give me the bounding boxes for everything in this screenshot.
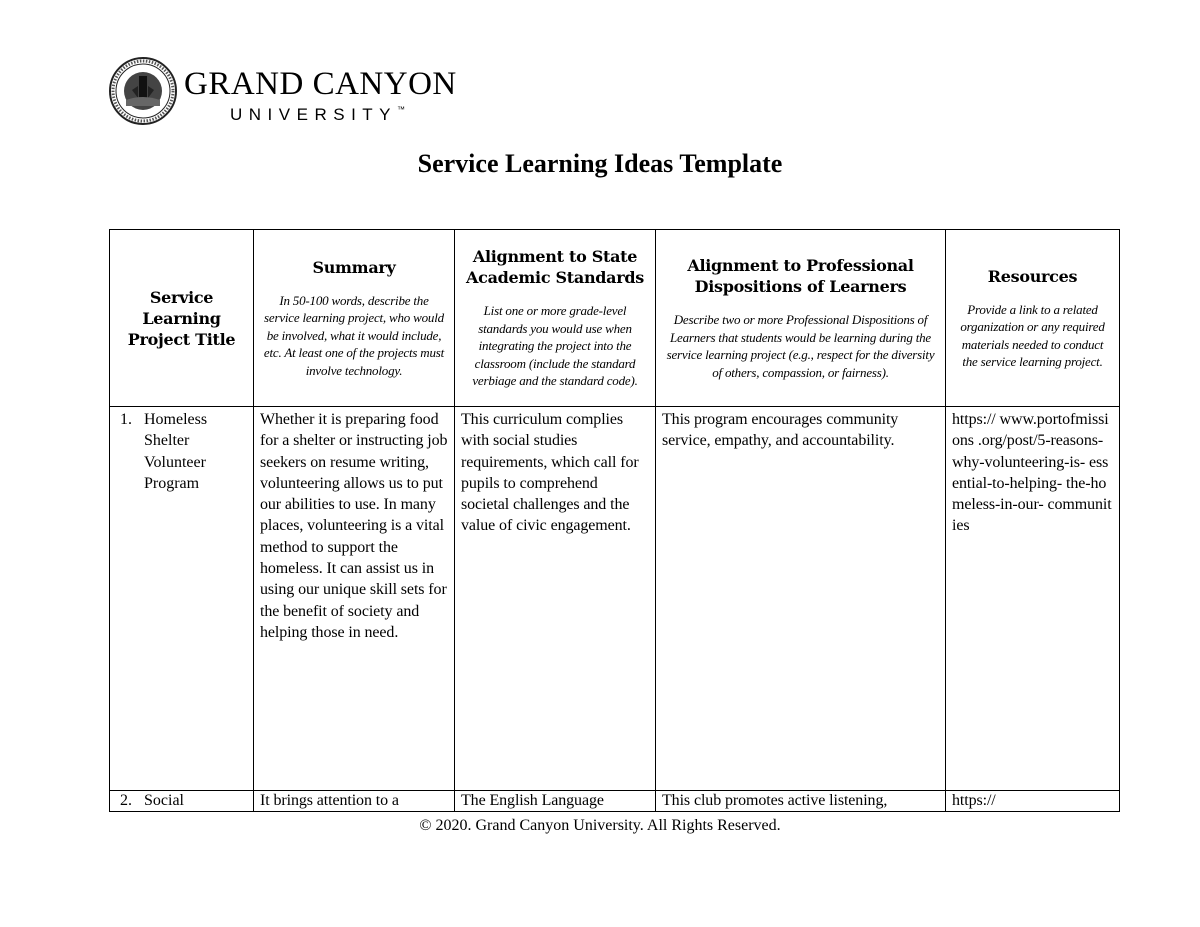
resources-cell	[946, 791, 1120, 812]
header-heading: Resources	[987, 266, 1078, 286]
dispositions-text: This club promotes active listening,	[662, 792, 888, 809]
row-number: 2.	[120, 792, 132, 809]
standards-cell	[455, 791, 656, 812]
table-row	[110, 791, 1120, 812]
resources-cell	[946, 407, 1120, 791]
trademark-mark: ™	[397, 105, 406, 114]
logo-name-line2-text: UNIVERSITY	[230, 105, 398, 124]
dispositions-text: This program encourages community service, empathy, and accountability.	[662, 411, 899, 450]
gcu-seal-icon	[108, 56, 178, 126]
header-description: List one or more grade-level standards you would use when integrating the project into the classroom (include the standard verbiage and the standard code).	[472, 303, 638, 389]
header-heading: Alignment to Professional Dispositions of Learners	[687, 256, 914, 296]
header-summary	[254, 230, 455, 407]
row-number: 1.	[120, 411, 132, 428]
logo-name-line1: GRAND CANYON	[184, 66, 457, 102]
summary-text: Whether it is preparing food for a shelter or instructing job seekers on resume writing, volunteering allows us to put our abilities to use. In many places, volunteering is a vital method to support the homeless. It can assist us in using our unique skill sets for the benefit of society and helping those in need.	[260, 411, 448, 641]
resource-link[interactable]: https:// www.portofmissions .org/post/5-reasons- why-volunteering-is- essential-to-helping- the-homeless-in-our- communities	[952, 411, 1112, 535]
table-row	[110, 407, 1120, 791]
header-resources	[946, 230, 1120, 407]
project-title-cell	[110, 791, 254, 812]
summary-text: It brings attention to a	[260, 792, 399, 809]
page-title: Service Learning Ideas Template	[417, 149, 783, 178]
project-title-cell	[110, 407, 254, 791]
project-title: Social	[144, 792, 184, 809]
header-description: Describe two or more Professional Dispositions of Learners that students would be learning during the service learning project (e.g., respect for the diversity of others, compassion, or fairness).	[666, 312, 935, 380]
header-heading: Service Learning Project Title	[127, 287, 236, 349]
header-heading: Summary	[312, 257, 396, 277]
header-professional-dispositions	[656, 230, 946, 407]
table-header-row	[110, 230, 1120, 407]
standards-text: This curriculum complies with social studies requirements, which call for pupils to comprehend societal challenges and the value of civic engagement.	[461, 411, 639, 535]
resource-link[interactable]: https://	[952, 792, 996, 809]
header-project-title	[110, 230, 254, 407]
summary-cell	[254, 407, 455, 791]
dispositions-cell	[656, 407, 946, 791]
header-description: Provide a link to a related organization or any required materials needed to conduct the service learning project.	[960, 301, 1105, 369]
copyright-footer: © 2020. Grand Canyon University. All Rights Reserved.	[419, 817, 781, 834]
project-title: Homeless Shelter Volunteer Program	[144, 411, 208, 492]
standards-text: The English Language	[461, 792, 604, 809]
header-description: In 50-100 words, describe the service learning project, who would be involved, what it would include, etc. At least one of the projects must involve technology.	[263, 292, 445, 378]
logo-name-line2	[230, 106, 405, 123]
university-logo	[108, 56, 457, 128]
summary-cell	[254, 791, 455, 812]
dispositions-cell	[656, 791, 946, 812]
header-state-standards	[455, 230, 656, 407]
service-learning-table	[109, 229, 1120, 812]
header-heading: Alignment to State Academic Standards	[466, 247, 644, 288]
standards-cell	[455, 407, 656, 791]
